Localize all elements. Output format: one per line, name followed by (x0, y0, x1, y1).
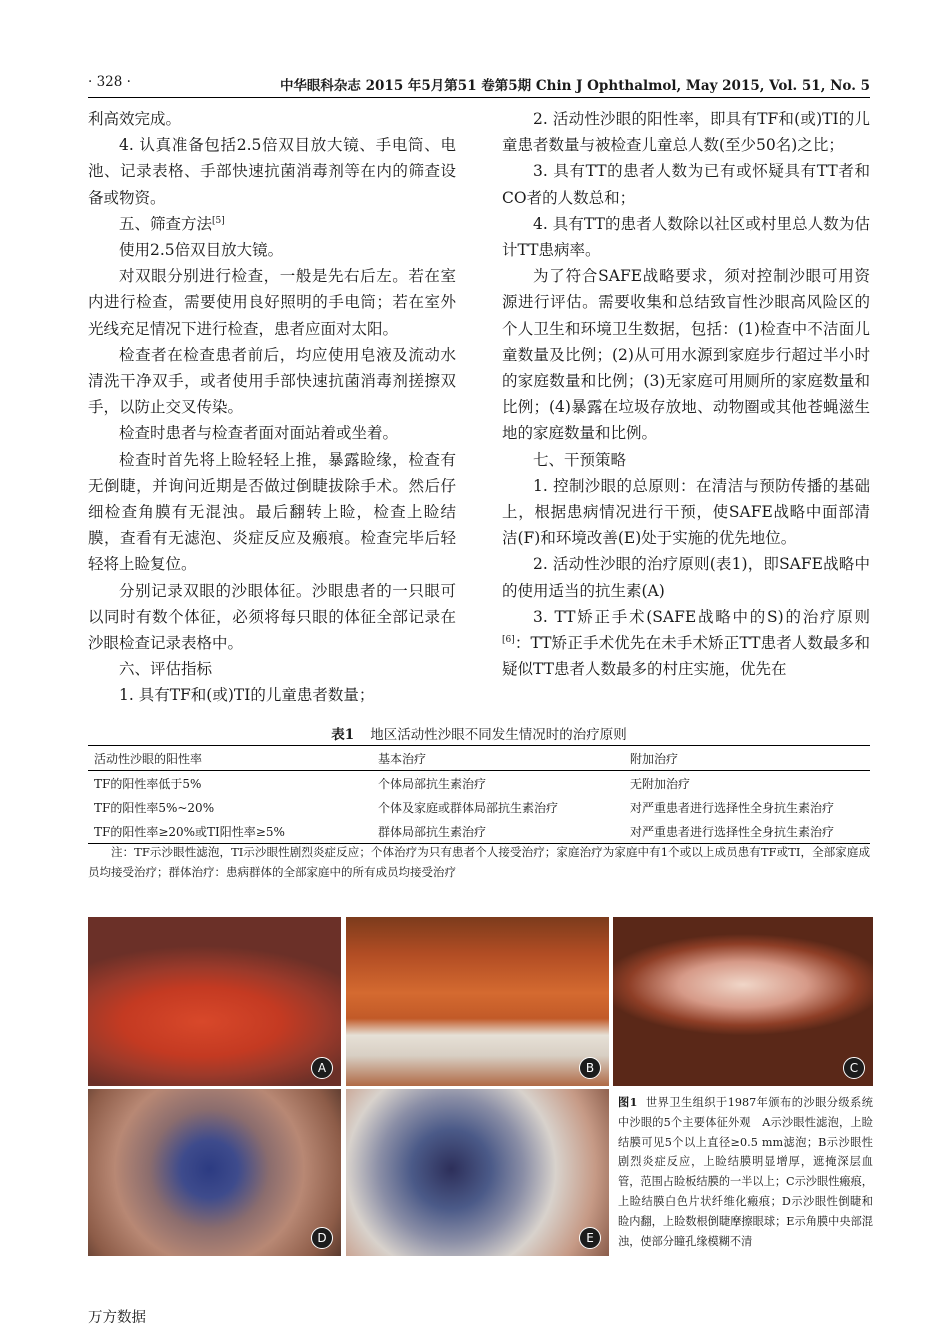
header-rule (88, 97, 870, 98)
table-row (88, 771, 870, 796)
column-header: 附加治疗 (630, 751, 679, 766)
panel-label: E (579, 1227, 601, 1249)
column-header: 基本治疗 (378, 751, 427, 766)
table-note: 注：TF示沙眼性滤泡，TI示沙眼性剧烈炎症反应；个体治疗为只有患者个人接受治疗；家庭治疗为家庭中有1个或以上成员患有TF或TI，全部家庭成员均接受治疗；群体治疗：患病群体的全部家庭中的所有成员均接受治疗 (88, 845, 870, 879)
section-heading (88, 211, 456, 237)
figure-panel-b (346, 917, 609, 1086)
paragraph: 利高效完成。 (88, 110, 182, 128)
left-column (88, 106, 456, 709)
page-header (88, 74, 870, 96)
section-heading: 七、干预策略 (533, 450, 627, 469)
paragraph: 4. 具有TT的患者人数除以社区或村里总人数为估计TT患病率。 (502, 214, 870, 260)
right-column (502, 106, 870, 682)
panel-label: C (843, 1057, 865, 1079)
paragraph: 分别记录双眼的沙眼体征。沙眼患者的一只眼可以同时有数个体征，必须将每只眼的体征全部记录在沙眼检查记录表格中。 (88, 581, 456, 653)
table-cell: 个体及家庭或群体局部抗生素治疗 (378, 800, 559, 815)
table-cell: 对严重患者进行选择性全身抗生素治疗 (630, 824, 835, 839)
figure-panel-d (88, 1089, 341, 1256)
paragraph: 对双眼分别进行检查，一般是先右后左。若在室内进行检查，需要使用良好照明的手电筒；若在室外光线充足情况下进行检查，患者应面对太阳。 (88, 267, 456, 338)
table-header-row (88, 746, 870, 771)
citation-ref: [5] (212, 215, 225, 226)
table-cell: TF的阳性率5%~20% (94, 800, 215, 815)
heading-text: 五、筛查方法 (119, 214, 213, 233)
paragraph (502, 604, 870, 683)
footer-watermark: 万方数据 (88, 1310, 146, 1326)
paragraph: 2. 活动性沙眼的治疗原则(表1)，即SAFE战略中的使用适当的抗生素(A) (502, 555, 870, 600)
paragraph: 1. 控制沙眼的总原则：在清洁与预防传播的基础上，根据患病情况进行干预，使SAFE战略中面部清洁(F)和环境改善(E)处于实施的优先地位。 (502, 476, 870, 548)
table-cell: 群体局部抗生素治疗 (378, 824, 487, 839)
panel-label: B (579, 1057, 601, 1079)
paragraph: 检查时患者与检查者面对面站着或坐着。 (119, 424, 399, 443)
paragraph-text: ：TT矫正手术优先在未手术矫正TT患者人数最多和疑似TT患者人数最多的村庄实施，优先在 (502, 634, 870, 679)
figure-caption-text: 世界卫生组织于1987年颁布的沙眼分级系统中沙眼的5个主要体征外观 A示沙眼性滤泡，上睑结膜可见5个以上直径≥0.5 mm滤泡；B示沙眼性剧烈炎症反应，上睑结膜明显增厚，遮掩深层血管，范围占睑板结膜的一半以上；C示沙眼性瘢痕，上睑结膜白色片状纤维化瘢痕；D示沙眼性倒睫和睑内翻，上睑数根倒睫摩擦眼球；E示角膜中央部混浊，使部分瞳孔缘模糊不清 (618, 1096, 873, 1248)
table-row (88, 795, 870, 819)
column-header: 活动性沙眼的阳性率 (94, 751, 203, 766)
figure-panel-c (613, 917, 873, 1086)
paragraph: 为了符合SAFE战略要求，须对控制沙眼可用资源进行评估。需要收集和总结致盲性沙眼高风险区的个人卫生和环境卫生数据，包括：(1)检查中不洁面儿童数量及比例；(2)从可用水源到家庭步行超过半小时的家庭数量和比例；(3)无家庭可用厕所的家庭数量和比例；(4)暴露在垃圾存放地、动物圈或其他苍蝇滋生地的家庭数量和比例。 (502, 267, 870, 443)
treatment-table (88, 745, 870, 844)
figure-panel-a (88, 917, 341, 1086)
figure-caption (618, 1093, 873, 1251)
table-title: 地区活动性沙眼不同发生情况时的治疗原则 (370, 727, 627, 743)
paragraph: 检查者在检查患者前后，均应使用皂液及流动水清洗干净双手，或者使用手部快速抗菌消毒剂搓擦双手，以防止交叉传染。 (88, 345, 456, 417)
paragraph-text: 3. TT矫正手术(SAFE战略中的S)的治疗原则 (533, 607, 870, 626)
paragraph: 使用2.5倍双目放大镜。 (119, 241, 284, 260)
panel-label: D (311, 1227, 333, 1249)
paragraph: 4. 认真准备包括2.5倍双目放大镜、手电筒、电池、记录表格、手部快速抗菌消毒剂等在内的筛查设备或物资。 (88, 136, 456, 207)
figure-label: 图1 (618, 1095, 638, 1109)
journal-title: 中华眼科杂志 2015 年5月第51 卷第5期 Chin J Ophthalmol, May 2015, Vol. 51, No. 5 (279, 78, 870, 94)
citation-ref: [6] (502, 634, 515, 645)
table-cell: 对严重患者进行选择性全身抗生素治疗 (630, 800, 835, 815)
figure-panel-e (346, 1089, 609, 1256)
table-cell: TF的阳性率低于5% (94, 776, 202, 791)
page-number: · 328 · (88, 74, 131, 90)
panel-label: A (311, 1057, 333, 1079)
table-cell: 无附加治疗 (630, 776, 691, 791)
paragraph: 检查时首先将上睑轻轻上推，暴露睑缘，检查有无倒睫，并询问近期是否做过倒睫拔除手术。然后仔细检查角膜有无混浊。最后翻转上睑，检查上睑结膜，查看有无滤泡、炎症反应及瘢痕。检查完毕后轻轻将上睑复位。 (88, 450, 456, 574)
paragraph: 1. 具有TF和(或)TI的儿童患者数量； (119, 686, 375, 705)
paragraph: 2. 活动性沙眼的阳性率，即具有TF和(或)TI的儿童患者数量与被检查儿童总人数(至少50名)之比； (502, 110, 870, 155)
table-label: 表1 (331, 727, 355, 743)
table-cell: 个体局部抗生素治疗 (378, 776, 487, 791)
section-heading: 六、评估指标 (119, 660, 213, 679)
paragraph: 3. 具有TT的患者人数为已有或怀疑具有TT者和CO者的人数总和； (502, 162, 870, 207)
table-cell: TF的阳性率≥20%或TI阳性率≥5% (94, 824, 285, 839)
table-caption (88, 723, 870, 743)
table-row (88, 819, 870, 844)
